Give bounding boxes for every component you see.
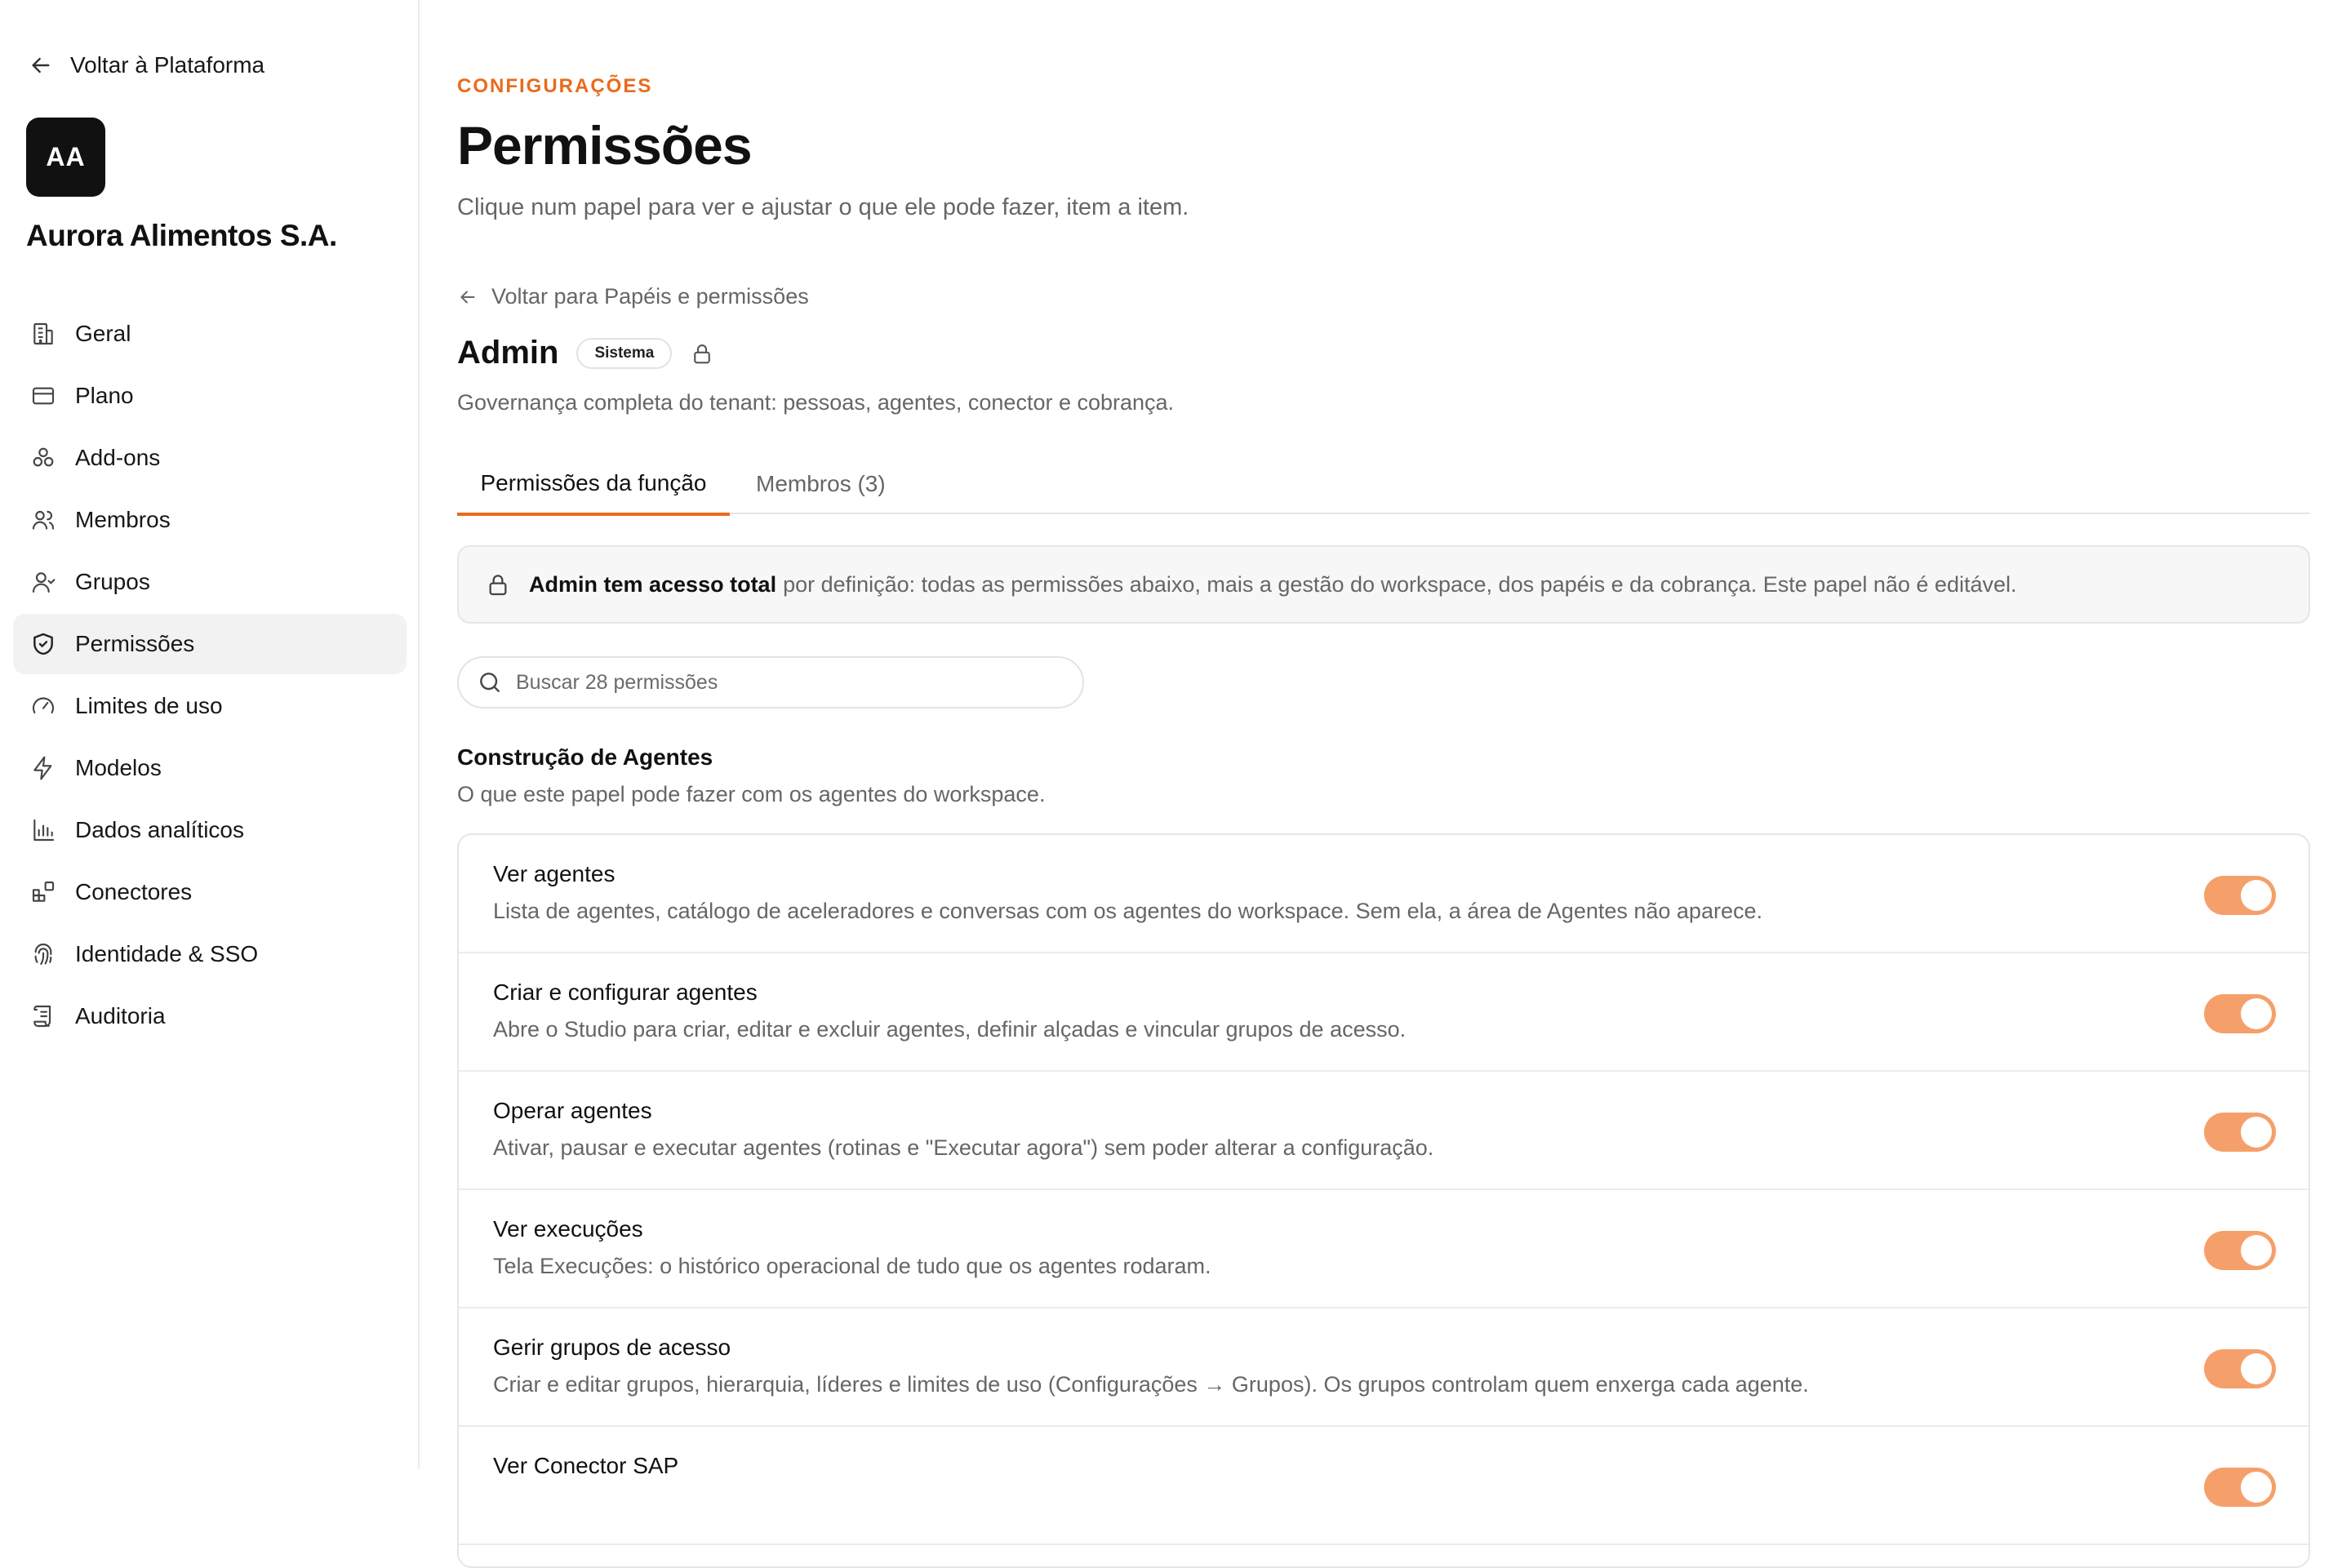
back-to-platform-link[interactable] [28, 52, 264, 78]
notice-strong-text: Admin tem acesso total [529, 571, 777, 597]
credit-card-icon [29, 382, 57, 410]
sidebar-item-plano[interactable] [13, 366, 407, 426]
page-subtitle: Clique num papel para ver e ajustar o que ele pode fazer, item a item. [457, 194, 1189, 220]
notice-text: por definição: todas as permissões abaixo, mais a gestão do workspace, dos papéis e da cobrança. Este papel não é editável. [783, 571, 2017, 597]
sidebar-item-label: Limites de uso [75, 693, 223, 718]
sidebar-item-label: Dados analíticos [75, 817, 245, 842]
permission-description: Abre o Studio para criar, editar e excluir agentes, definir alçadas e vincular grupos de acesso. [493, 1017, 1407, 1042]
permission-description: Criar e editar grupos, hierarquia, líderes e limites de uso (Configurações → Grupos). Os grupos controlam quem enxerga cada agente. [493, 1372, 1809, 1397]
permission-title: Gerir grupos de acesso [493, 1335, 731, 1360]
arrow-left-icon [457, 287, 478, 308]
sidebar-item-grupos[interactable] [13, 552, 407, 612]
sidebar-item-label: Membros [75, 507, 171, 532]
permission-toggle[interactable] [2204, 1349, 2276, 1388]
permission-toggle[interactable] [2204, 994, 2276, 1033]
org-avatar [26, 118, 105, 197]
boxes-icon [29, 444, 57, 472]
main-content [457, 0, 2310, 1478]
toggle-knob [2241, 1353, 2272, 1384]
role-badge: Sistema [576, 338, 672, 369]
lock-icon [690, 341, 714, 366]
permission-description: Tela Execuções: o histórico operacional de tudo que os agentes rodaram. [493, 1254, 1211, 1278]
toggle-knob [2241, 880, 2272, 911]
sidebar-item-permissoes[interactable] [13, 614, 407, 674]
permission-row [459, 1072, 2309, 1190]
org-initials: AA [46, 142, 86, 171]
gauge-icon [29, 692, 57, 720]
users-icon [29, 506, 57, 534]
permission-toggle[interactable] [2204, 1113, 2276, 1152]
group-icon [29, 568, 57, 596]
permission-toggle[interactable] [2204, 1468, 2276, 1507]
role-tabs [457, 454, 2310, 514]
bolt-icon [29, 754, 57, 782]
back-to-roles-label: Voltar para Papéis e permissões [491, 284, 809, 309]
role-description: Governança completa do tenant: pessoas, agentes, conector e cobrança. [457, 390, 1175, 415]
sidebar-item-membros[interactable] [13, 490, 407, 550]
fingerprint-icon [29, 940, 57, 968]
sidebar-item-label: Modelos [75, 755, 162, 780]
permission-row [459, 1190, 2309, 1308]
sidebar-item-label: Geral [75, 321, 131, 346]
section-description: O que este papel pode fazer com os agentes do workspace. [457, 782, 1046, 806]
search-input[interactable] [516, 671, 1071, 695]
full-access-notice [457, 545, 2310, 624]
toggle-knob [2241, 1235, 2272, 1266]
arrow-left-icon [28, 52, 54, 78]
sidebar-item-identidade-sso[interactable] [13, 924, 407, 984]
sidebar-item-label: Add-ons [75, 445, 161, 470]
shield-icon [29, 630, 57, 658]
sidebar-item-dados-analiticos[interactable] [13, 800, 407, 860]
permission-title: Ver Conector SAP [493, 1453, 679, 1478]
permission-toggle[interactable] [2204, 1231, 2276, 1270]
permission-title: Ver execuções [493, 1216, 643, 1242]
toggle-knob [2241, 998, 2272, 1029]
sidebar-item-label: Plano [75, 383, 134, 408]
sidebar-item-conectores[interactable] [13, 862, 407, 922]
permission-toggle[interactable] [2204, 876, 2276, 915]
permission-search [457, 656, 1084, 708]
tab-membros[interactable]: Membros (3) [756, 471, 886, 496]
section-title: Construção de Agentes [457, 744, 713, 770]
sidebar-item-modelos[interactable] [13, 738, 407, 798]
lock-icon [485, 571, 511, 597]
sidebar-item-label: Grupos [75, 569, 150, 594]
toggle-knob [2241, 1117, 2272, 1148]
sidebar-item-label: Auditoria [75, 1003, 166, 1028]
permission-title: Ver agentes [493, 861, 616, 886]
org-name: Aurora Alimentos S.A. [26, 219, 337, 252]
role-header [457, 335, 714, 371]
sidebar-item-limites-de-uso[interactable] [13, 676, 407, 736]
back-to-roles-link[interactable] [457, 284, 809, 309]
toggle-knob [2241, 1472, 2272, 1503]
sidebar-item-label: Permissões [75, 631, 195, 656]
settings-nav [13, 304, 407, 1048]
bar-chart-icon [29, 816, 57, 844]
blocks-icon [29, 878, 57, 906]
permission-row [459, 835, 2309, 953]
sidebar-item-auditoria[interactable] [13, 986, 407, 1046]
permission-description: Lista de agentes, catálogo de aceleradores e conversas com os agentes do workspace. Sem ela, a área de Agentes não aparece. [493, 899, 1762, 923]
sidebar-item-label: Conectores [75, 879, 193, 904]
sidebar-item-geral[interactable] [13, 304, 407, 364]
permission-title: Criar e configurar agentes [493, 979, 758, 1005]
permissions-list [457, 833, 2310, 1568]
tab-permissoes-da-funcao[interactable]: Permissões da função [457, 454, 730, 516]
back-to-platform-label: Voltar à Plataforma [70, 52, 265, 78]
permission-row [459, 1308, 2309, 1427]
sidebar [0, 0, 420, 1469]
page-eyebrow: CONFIGURAÇÕES [457, 75, 653, 97]
search-icon [477, 669, 503, 695]
sidebar-item-add-ons[interactable] [13, 428, 407, 488]
permission-row [459, 1427, 2309, 1545]
role-title: Admin [457, 335, 559, 371]
permission-title: Operar agentes [493, 1098, 652, 1123]
page-title: Permissões [457, 115, 752, 175]
sidebar-item-label: Identidade & SSO [75, 941, 259, 966]
permission-description: Ativar, pausar e executar agentes (rotinas e "Executar agora") sem poder alterar a configuração. [493, 1135, 1434, 1160]
building-icon [29, 320, 57, 348]
scroll-icon [29, 1002, 57, 1030]
permission-row [459, 953, 2309, 1072]
